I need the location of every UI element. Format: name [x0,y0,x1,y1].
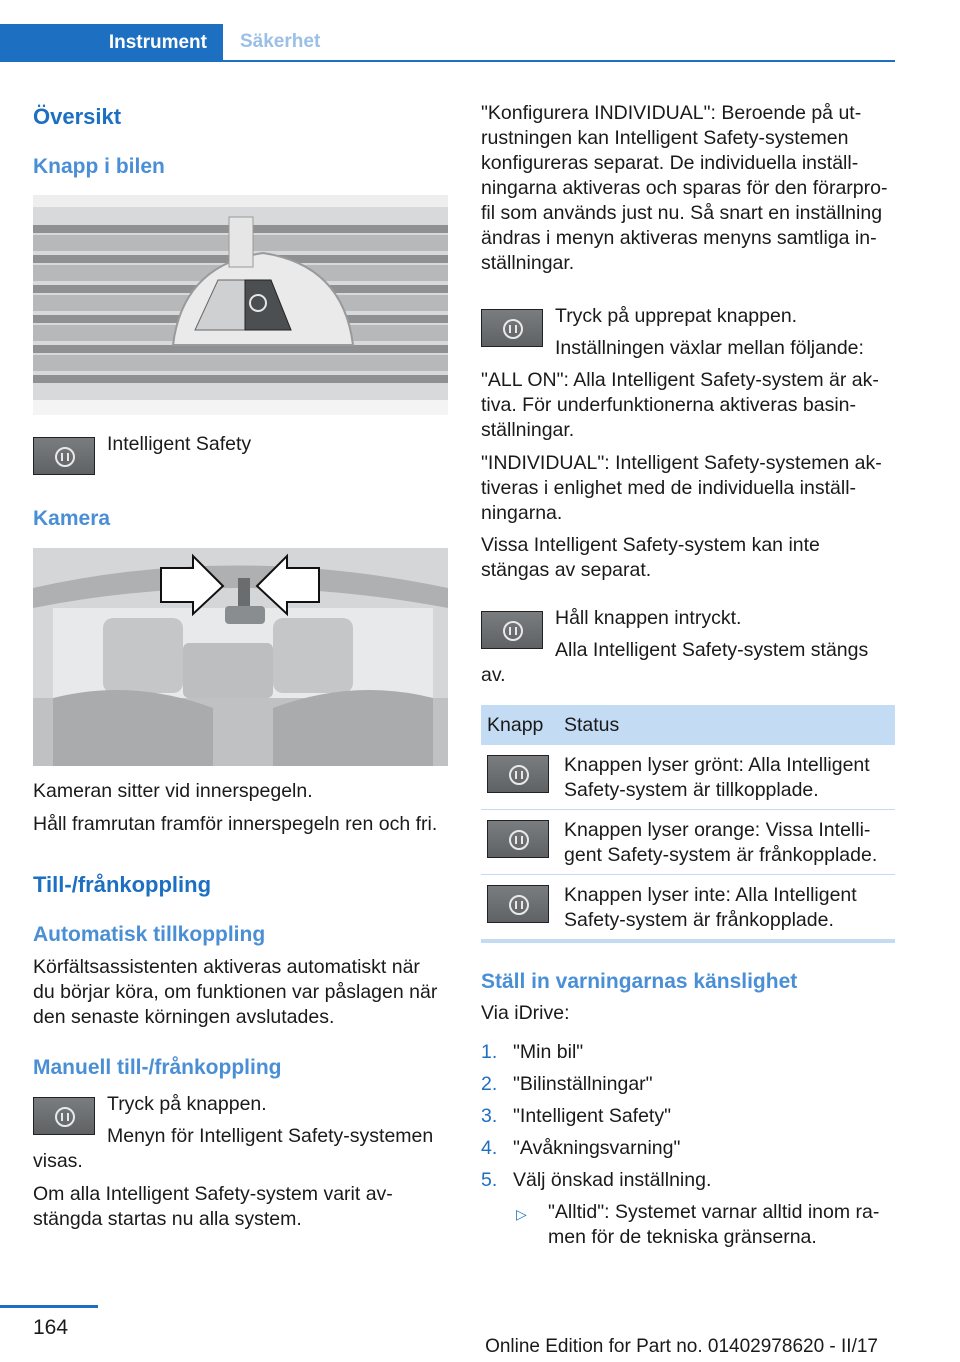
button-image-repeat [481,309,543,347]
config-line-5: fil som används just nu. Så snart en inställning [481,202,883,224]
step-text: "Min bil" [513,1041,584,1063]
auto-line-1: Körfältsassistenten aktiveras automatiskt när [33,956,420,978]
list-item [481,1168,895,1200]
manuell-line-2: Menyn för Intelligent Safety-systemen [107,1125,434,1147]
hold-line-2: Alla Intelligent Safety-system stängs [555,639,869,661]
manuell-para-line-2: stängda startas nu alla system. [33,1208,302,1230]
manuell-paragraph [33,1182,393,1232]
edition-text: Online Edition for Part no. 01402978620 - II/17 [485,1336,878,1357]
vissa-paragraph [481,533,820,583]
button-image-hold [481,611,543,649]
row-2-status [564,818,877,868]
config-line-3: konfigureras separat. De individuella inställ- [481,152,859,174]
table-header [481,705,895,745]
row-2-line-2: gent Safety-system är frånkopplade. [564,844,878,866]
footer-rule [0,1305,98,1308]
auto-line-3: den senaste körningen avslutades. [33,1006,335,1028]
vissa-line-2: stängas av separat. [481,559,652,581]
allon-paragraph [481,368,879,443]
row-3-line-1: Knappen lyser inte: Alla Intelligent [564,884,857,906]
row-1-status [564,753,870,803]
camera-interior-photo [33,548,448,766]
button-image-off [487,885,549,923]
heading-oversikt: Översikt [33,104,122,129]
config-line-2: rustningen kan Intelligent Safety-systemen [481,127,849,149]
row-3-line-2: Safety-system är frånkopplade. [564,909,834,931]
indiv-line-1: "INDIVIDUAL": Intelligent Safety-systemen ak- [481,452,882,474]
via-idrive: Via iDrive: [481,1002,570,1024]
sub-item-text [548,1200,879,1250]
step-number: 4. [481,1137,498,1159]
page-number: 164 [33,1316,69,1339]
individual-paragraph [481,451,882,526]
config-line-4: ningarna aktiveras och sparas för den förarpro- [481,177,888,199]
page-header [0,24,895,62]
config-line-7: ställningar. [481,252,575,274]
list-item [481,1072,895,1104]
tab-sakerhet[interactable]: Säkerhet [240,31,321,52]
list-item [481,1040,895,1072]
step-number: 1. [481,1041,498,1063]
row-3-status [564,883,857,933]
list-item [481,1104,895,1136]
allon-line-3: ställningar. [481,419,575,441]
row-1-line-2: Safety-system är tillkopplade. [564,779,819,801]
grille-photo [33,195,448,415]
step-number: 3. [481,1105,498,1127]
step-text: "Bilinställningar" [513,1073,653,1095]
intelligent-safety-button-image [33,437,95,475]
heading-automatisk-tillkoppling: Automatisk tillkoppling [33,923,266,946]
tab-instrument[interactable]: Instrument [0,24,223,62]
allon-line-1: "ALL ON": Alla Intelligent Safety-system är ak- [481,369,879,391]
indiv-line-2: tiveras i enlighet med de individuella inställ- [481,477,857,499]
repeat-line-1: Tryck på upprepat knappen. [555,305,798,327]
button-image-orange [487,820,549,858]
manuell-para-line-1: Om alla Intelligent Safety-system varit av- [33,1183,393,1205]
heading-knapp-i-bilen: Knapp i bilen [33,155,165,178]
indiv-line-3: ningarna. [481,502,563,524]
triangle-bullet-icon: ▷ [516,1206,527,1222]
steps-list [481,1040,895,1260]
config-line-6: ändras i menyn aktiveras menyns samtliga in- [481,227,877,249]
heading-till-frankoppling: Till-/frånkoppling [33,872,212,897]
auto-line-2: du börjar köra, om funktionen var påslagen när [33,981,438,1003]
sub-line-2: men för de tekniska gränserna. [548,1226,817,1248]
config-line-1: "Konfigurera INDIVIDUAL": Beroende på ut- [481,102,862,124]
step-text: "Avåkningsvarning" [513,1137,681,1159]
allon-line-2: tiva. För underfunktionerna aktiveras basin- [481,394,857,416]
kamera-text-1: Kameran sitter vid innerspegeln. [33,780,313,802]
button-image-manuell [33,1097,95,1135]
table-header-knapp: Knapp [487,714,544,736]
vissa-line-1: Vissa Intelligent Safety-system kan inte [481,534,820,556]
hold-line-1: Håll knappen intryckt. [555,607,742,629]
caption-intelligent-safety: Intelligent Safety [107,433,252,455]
hold-line-3: av. [481,664,506,686]
manuell-line-3: visas. [33,1150,83,1172]
sub-list-item [481,1200,895,1260]
auto-paragraph [33,955,437,1030]
table-row [481,875,895,943]
table-row [481,810,895,875]
row-1-line-1: Knappen lyser grönt: Alla Intelligent [564,754,870,776]
table-header-status: Status [564,714,620,736]
step-text: Välj önskad inställning. [513,1169,712,1191]
heading-kamera: Kamera [33,507,111,530]
heading-manuell: Manuell till-/frånkoppling [33,1056,282,1079]
heading-stall-in: Ställ in varningarnas känslighet [481,970,798,993]
step-text: "Intelligent Safety" [513,1105,672,1127]
list-item [481,1136,895,1168]
sub-line-1: "Alltid": Systemet varnar alltid inom ra- [548,1201,880,1223]
row-2-line-1: Knappen lyser orange: Vissa Intelli- [564,819,871,841]
manuell-line-1: Tryck på knappen. [107,1093,267,1115]
config-paragraph [481,101,887,276]
repeat-line-2: Inställningen växlar mellan följande: [555,337,864,359]
button-image-green [487,755,549,793]
table-row [481,745,895,810]
step-number: 5. [481,1169,498,1191]
step-number: 2. [481,1073,498,1095]
kamera-text-2: Håll framrutan framför innerspegeln ren och fri. [33,813,438,835]
